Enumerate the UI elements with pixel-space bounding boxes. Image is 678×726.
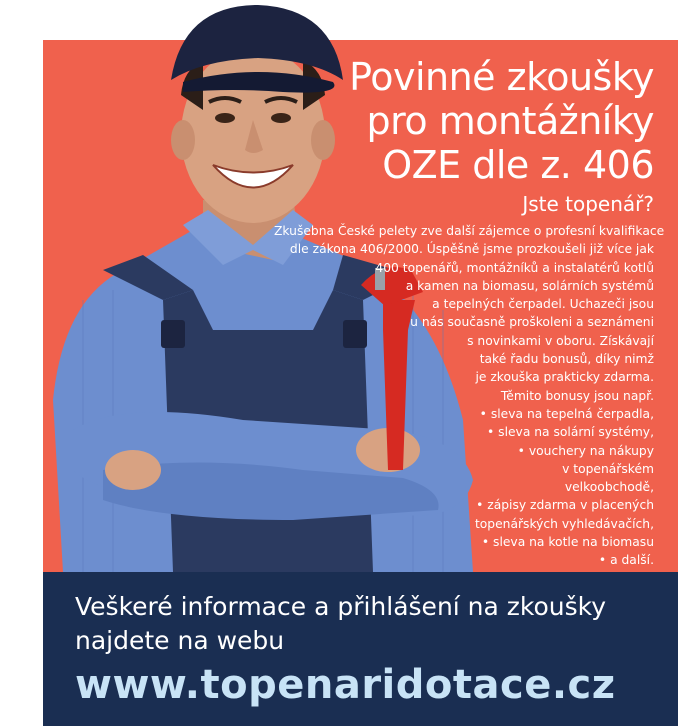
- body-line: je zkouška prakticky zdarma.: [475, 370, 654, 385]
- headline-line-2: pro montážníky: [366, 99, 654, 143]
- bullet-icon: •: [476, 498, 488, 513]
- body-line: také řadu bonusů, díky nimž: [479, 352, 654, 367]
- body-line: 400 topenářů, montážníků a instalatérů kotlů: [375, 260, 654, 275]
- body-line: u nás současně proškoleni a seznámeni: [410, 315, 654, 330]
- info-text: [75, 590, 675, 658]
- body-line: s novinkami v oboru. Získávají: [467, 333, 654, 348]
- bullet-icon: •: [479, 406, 491, 421]
- info-line-2: najdete na webu: [75, 626, 285, 655]
- bullet-continuation: topenářských vyhledávačích,: [474, 516, 654, 531]
- bullet-icon: •: [486, 425, 499, 440]
- subtitle: Jste topenář?: [522, 192, 654, 216]
- bullet-item: • vouchery na nákupy: [517, 443, 654, 458]
- website-url[interactable]: www.topenaridotace.cz: [75, 662, 616, 708]
- headline: [294, 55, 654, 187]
- body-line: a tepelných čerpadel. Uchazeči jsou: [432, 297, 654, 312]
- info-line-1: Veškeré informace a přihlášení na zkoušky: [75, 592, 607, 621]
- bullet-item: • a další.: [598, 553, 654, 568]
- body-line: dle zákona 406/2000. Úspěšně jsme prozkoušeli již více jak: [289, 242, 654, 257]
- body-text: [274, 222, 665, 570]
- bullet-item: • sleva na tepelná čerpadla,: [479, 406, 654, 421]
- body-line: Zkušebna České pelety zve další zájemce o profesní kvalifikace: [274, 224, 665, 238]
- body-line: a kamen na biomasu, solárních systémů: [405, 278, 654, 293]
- bullet-item: • sleva na solární systémy,: [486, 425, 654, 440]
- headline-line-1: Povinné zkoušky: [349, 55, 654, 99]
- bullet-continuation: v topenářském: [562, 461, 654, 476]
- bullet-icon: •: [481, 535, 494, 550]
- bullet-item: • sleva na kotle na biomasu: [481, 535, 654, 550]
- bullet-icon: •: [517, 443, 529, 458]
- body-line: Těmito bonusy jsou např.: [500, 388, 654, 403]
- bullet-icon: •: [598, 553, 611, 568]
- bullet-continuation: velkoobchodě,: [564, 480, 654, 495]
- bullet-item: • zápisy zdarma v placených: [476, 498, 654, 513]
- headline-line-3: OZE dle z. 406: [382, 143, 654, 187]
